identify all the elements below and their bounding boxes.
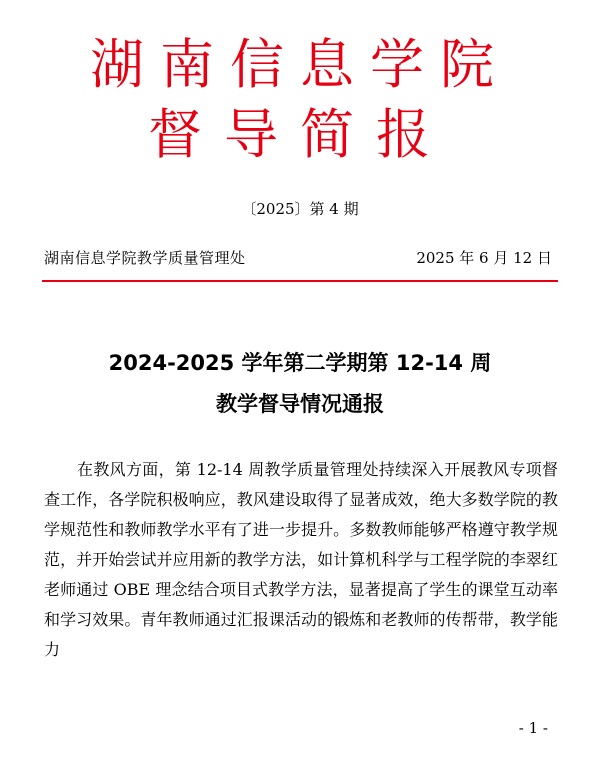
headline-line2: 教学督导情况通报 [216,392,384,416]
masthead-title-line2: 督导简报 [148,103,452,166]
issue-date: 2025 年 6 月 12 日 [416,249,552,267]
masthead-title-line1: 湖南信息学院 [90,33,510,96]
issue-number: 〔2025〕第 4 期 [241,200,359,218]
page-number: - 1 - [518,719,548,737]
issuing-office: 湖南信息学院教学质量管理处 [44,249,246,267]
red-divider-rule [42,280,558,282]
body-paragraph: 在教风方面，第 12-14 周教学质量管理处持续深入开展教风专项督查工作，各学院积极响应，教风建设取得了显著成效，绝大多数学院的教学规范性和教师教学水平有了进一步提升。多数教师能够严格遵守教学规范，并开始尝试并应用新的教学方法，如计算机科学与工程学院的李翠红老师通过 OBE 理念结合项目式教学方法，显著提高了学生的课堂互动率和学习效果。青年教师通过汇报课活动的锻炼和老教师的传帮带，教学能力 [44,460,558,659]
headline-line1: 2024-2025 学年第二学期第 12-14 周 [108,351,492,375]
